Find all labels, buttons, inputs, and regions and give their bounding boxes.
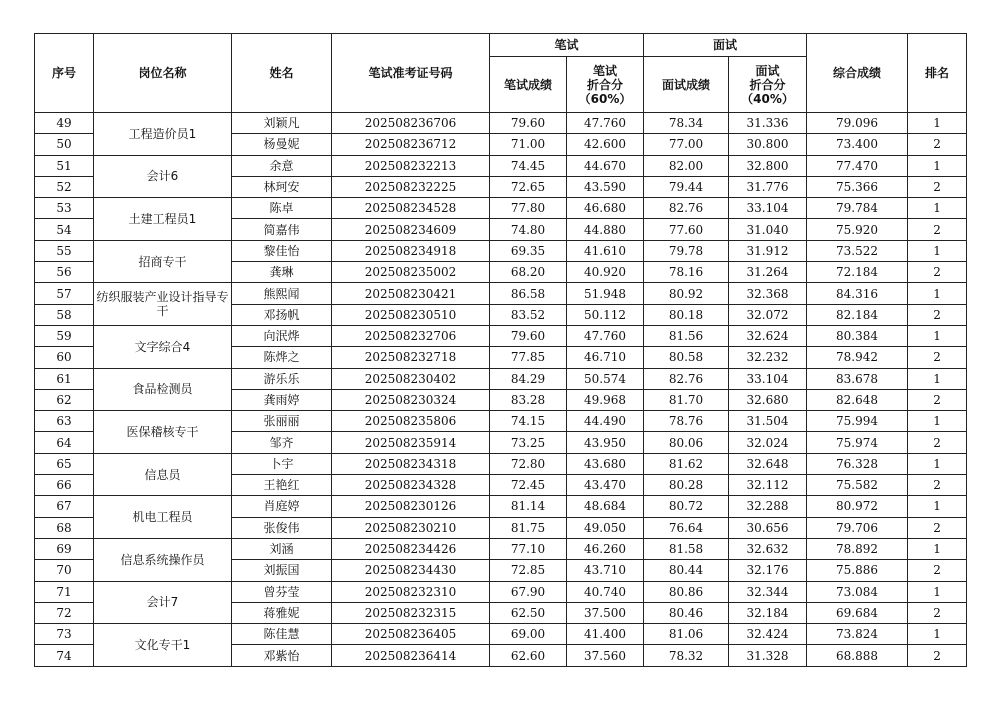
cell-name: 黎佳怡: [232, 240, 332, 261]
cell-rank: 1: [908, 411, 967, 432]
cell-interview-converted: 32.368: [729, 283, 807, 304]
cell-name: 林珂安: [232, 176, 332, 197]
score-table-body: [35, 113, 967, 667]
cell-rank: 2: [908, 560, 967, 581]
cell-interview-score: 81.56: [644, 325, 729, 346]
table-row: [35, 240, 967, 261]
cell-seq: 69: [35, 538, 94, 559]
cell-interview-converted: 33.104: [729, 198, 807, 219]
cell-total: 75.974: [807, 432, 908, 453]
cell-interview-score: 80.44: [644, 560, 729, 581]
cell-position: 文化专干1: [94, 624, 232, 667]
cell-name: 游乐乐: [232, 368, 332, 389]
cell-name: 余意: [232, 155, 332, 176]
cell-ticket: 202508230126: [332, 496, 490, 517]
score-table: [34, 33, 967, 667]
cell-interview-converted: 30.656: [729, 517, 807, 538]
cell-total: 78.942: [807, 347, 908, 368]
cell-ticket: 202508235914: [332, 432, 490, 453]
table-row: [35, 113, 967, 134]
cell-interview-converted: 32.648: [729, 453, 807, 474]
cell-written-score: 69.35: [490, 240, 567, 261]
cell-name: 蒋雅妮: [232, 602, 332, 623]
cell-rank: 2: [908, 475, 967, 496]
header-written-converted-line2: 折合分: [587, 77, 624, 92]
cell-interview-converted: 31.776: [729, 176, 807, 197]
header-written-converted-line3: （60%）: [578, 91, 632, 106]
cell-ticket: 202508230324: [332, 389, 490, 410]
cell-ticket: 202508232718: [332, 347, 490, 368]
cell-interview-score: 77.00: [644, 134, 729, 155]
header-interview-score: 面试成绩: [644, 57, 729, 113]
cell-written-converted: 43.950: [567, 432, 644, 453]
cell-written-score: 86.58: [490, 283, 567, 304]
cell-name: 简嘉伟: [232, 219, 332, 240]
cell-interview-score: 82.76: [644, 198, 729, 219]
cell-rank: 2: [908, 517, 967, 538]
cell-ticket: 202508232213: [332, 155, 490, 176]
cell-ticket: 202508236405: [332, 624, 490, 645]
cell-written-converted: 47.760: [567, 325, 644, 346]
cell-written-converted: 43.680: [567, 453, 644, 474]
cell-position: 工程造价员1: [94, 113, 232, 156]
cell-interview-converted: 32.344: [729, 581, 807, 602]
cell-seq: 74: [35, 645, 94, 666]
cell-interview-score: 77.60: [644, 219, 729, 240]
cell-interview-score: 80.18: [644, 304, 729, 325]
cell-total: 75.366: [807, 176, 908, 197]
cell-interview-score: 81.58: [644, 538, 729, 559]
cell-ticket: 202508236706: [332, 113, 490, 134]
cell-ticket: 202508230510: [332, 304, 490, 325]
cell-seq: 58: [35, 304, 94, 325]
cell-total: 75.886: [807, 560, 908, 581]
cell-ticket: 202508230421: [332, 283, 490, 304]
cell-ticket: 202508235806: [332, 411, 490, 432]
header-interview-converted-line3: （40%）: [741, 91, 794, 106]
cell-rank: 1: [908, 283, 967, 304]
cell-ticket: 202508230402: [332, 368, 490, 389]
cell-written-converted: 49.968: [567, 389, 644, 410]
cell-total: 68.888: [807, 645, 908, 666]
cell-rank: 2: [908, 134, 967, 155]
cell-interview-score: 80.46: [644, 602, 729, 623]
cell-interview-score: 78.76: [644, 411, 729, 432]
cell-interview-score: 81.06: [644, 624, 729, 645]
cell-rank: 1: [908, 538, 967, 559]
cell-name: 张俊伟: [232, 517, 332, 538]
cell-total: 75.920: [807, 219, 908, 240]
cell-interview-converted: 30.800: [729, 134, 807, 155]
cell-name: 邹齐: [232, 432, 332, 453]
cell-written-converted: 40.740: [567, 581, 644, 602]
cell-position: 会计7: [94, 581, 232, 624]
cell-seq: 70: [35, 560, 94, 581]
cell-written-score: 81.75: [490, 517, 567, 538]
cell-rank: 1: [908, 113, 967, 134]
cell-interview-converted: 31.264: [729, 262, 807, 283]
cell-ticket: 202508232310: [332, 581, 490, 602]
cell-name: 向泯烨: [232, 325, 332, 346]
cell-written-converted: 42.600: [567, 134, 644, 155]
cell-position: 纺织服装产业设计指导专干: [94, 283, 232, 326]
cell-written-converted: 44.670: [567, 155, 644, 176]
header-interview-converted-line2: 折合分: [749, 77, 786, 92]
cell-name: 张丽丽: [232, 411, 332, 432]
cell-interview-converted: 32.072: [729, 304, 807, 325]
table-row: [35, 624, 967, 645]
cell-interview-score: 80.28: [644, 475, 729, 496]
cell-seq: 73: [35, 624, 94, 645]
cell-interview-converted: 32.424: [729, 624, 807, 645]
cell-ticket: 202508232225: [332, 176, 490, 197]
cell-seq: 67: [35, 496, 94, 517]
cell-ticket: 202508234426: [332, 538, 490, 559]
cell-ticket: 202508232706: [332, 325, 490, 346]
cell-name: 曾芬莹: [232, 581, 332, 602]
cell-written-converted: 44.880: [567, 219, 644, 240]
cell-rank: 2: [908, 645, 967, 666]
cell-interview-score: 80.72: [644, 496, 729, 517]
table-row: [35, 155, 967, 176]
cell-interview-score: 81.62: [644, 453, 729, 474]
header-seq: 序号: [35, 34, 94, 113]
cell-seq: 65: [35, 453, 94, 474]
table-row: [35, 283, 967, 304]
cell-written-score: 72.45: [490, 475, 567, 496]
cell-position: 文字综合4: [94, 325, 232, 368]
cell-ticket: 202508236712: [332, 134, 490, 155]
cell-ticket: 202508235002: [332, 262, 490, 283]
cell-name: 陈烨之: [232, 347, 332, 368]
cell-written-converted: 43.470: [567, 475, 644, 496]
cell-rank: 2: [908, 176, 967, 197]
cell-rank: 2: [908, 304, 967, 325]
cell-seq: 52: [35, 176, 94, 197]
header-rank: 排名: [908, 34, 967, 113]
cell-position: 信息系统操作员: [94, 538, 232, 581]
cell-interview-converted: 32.232: [729, 347, 807, 368]
cell-seq: 59: [35, 325, 94, 346]
cell-written-score: 72.85: [490, 560, 567, 581]
cell-interview-score: 81.70: [644, 389, 729, 410]
cell-position: 食品检测员: [94, 368, 232, 411]
cell-written-score: 83.52: [490, 304, 567, 325]
cell-total: 77.470: [807, 155, 908, 176]
cell-total: 73.400: [807, 134, 908, 155]
cell-seq: 62: [35, 389, 94, 410]
header-written-converted: [567, 57, 644, 113]
cell-seq: 56: [35, 262, 94, 283]
cell-interview-converted: 32.112: [729, 475, 807, 496]
cell-seq: 68: [35, 517, 94, 538]
cell-rank: 2: [908, 389, 967, 410]
cell-total: 84.316: [807, 283, 908, 304]
cell-interview-converted: 32.632: [729, 538, 807, 559]
cell-interview-converted: 32.680: [729, 389, 807, 410]
cell-written-score: 77.10: [490, 538, 567, 559]
cell-interview-score: 80.06: [644, 432, 729, 453]
cell-ticket: 202508232315: [332, 602, 490, 623]
cell-written-score: 68.20: [490, 262, 567, 283]
cell-total: 78.892: [807, 538, 908, 559]
cell-total: 80.384: [807, 325, 908, 346]
cell-written-score: 79.60: [490, 325, 567, 346]
cell-written-score: 72.80: [490, 453, 567, 474]
header-written-group: 笔试: [490, 34, 644, 57]
cell-name: 刘颖凡: [232, 113, 332, 134]
cell-written-converted: 37.560: [567, 645, 644, 666]
cell-interview-converted: 32.024: [729, 432, 807, 453]
cell-interview-converted: 31.040: [729, 219, 807, 240]
cell-name: 杨曼妮: [232, 134, 332, 155]
cell-name: 刘涵: [232, 538, 332, 559]
cell-total: 79.706: [807, 517, 908, 538]
cell-seq: 72: [35, 602, 94, 623]
cell-position: 招商专干: [94, 240, 232, 283]
cell-interview-score: 80.92: [644, 283, 729, 304]
cell-written-score: 84.29: [490, 368, 567, 389]
cell-written-score: 67.90: [490, 581, 567, 602]
cell-interview-converted: 31.912: [729, 240, 807, 261]
cell-written-score: 74.15: [490, 411, 567, 432]
table-row: [35, 368, 967, 389]
table-row: [35, 538, 967, 559]
cell-rank: 2: [908, 602, 967, 623]
cell-name: 邓扬帆: [232, 304, 332, 325]
cell-total: 76.328: [807, 453, 908, 474]
cell-ticket: 202508230210: [332, 517, 490, 538]
cell-ticket: 202508234430: [332, 560, 490, 581]
cell-name: 邓紫怡: [232, 645, 332, 666]
cell-ticket: 202508234328: [332, 475, 490, 496]
cell-seq: 57: [35, 283, 94, 304]
cell-written-converted: 43.710: [567, 560, 644, 581]
cell-seq: 50: [35, 134, 94, 155]
cell-written-score: 77.85: [490, 347, 567, 368]
cell-total: 72.184: [807, 262, 908, 283]
cell-interview-score: 78.16: [644, 262, 729, 283]
cell-written-score: 74.45: [490, 155, 567, 176]
cell-name: 刘振国: [232, 560, 332, 581]
cell-total: 69.684: [807, 602, 908, 623]
cell-interview-converted: 32.184: [729, 602, 807, 623]
cell-seq: 49: [35, 113, 94, 134]
cell-ticket: 202508234918: [332, 240, 490, 261]
cell-interview-score: 79.44: [644, 176, 729, 197]
cell-interview-score: 78.34: [644, 113, 729, 134]
table-row: [35, 496, 967, 517]
cell-seq: 54: [35, 219, 94, 240]
cell-seq: 61: [35, 368, 94, 389]
cell-seq: 71: [35, 581, 94, 602]
cell-total: 82.184: [807, 304, 908, 325]
cell-interview-score: 79.78: [644, 240, 729, 261]
cell-rank: 1: [908, 496, 967, 517]
cell-interview-converted: 32.288: [729, 496, 807, 517]
cell-name: 陈卓: [232, 198, 332, 219]
cell-total: 79.096: [807, 113, 908, 134]
cell-seq: 63: [35, 411, 94, 432]
cell-written-converted: 37.500: [567, 602, 644, 623]
cell-interview-converted: 31.328: [729, 645, 807, 666]
cell-written-score: 62.50: [490, 602, 567, 623]
cell-rank: 1: [908, 581, 967, 602]
cell-interview-score: 76.64: [644, 517, 729, 538]
cell-name: 肖庭婷: [232, 496, 332, 517]
cell-rank: 1: [908, 624, 967, 645]
cell-total: 75.994: [807, 411, 908, 432]
cell-seq: 64: [35, 432, 94, 453]
cell-interview-converted: 32.624: [729, 325, 807, 346]
header-total: 综合成绩: [807, 34, 908, 113]
cell-rank: 1: [908, 368, 967, 389]
cell-rank: 2: [908, 432, 967, 453]
cell-interview-converted: 31.336: [729, 113, 807, 134]
cell-written-converted: 43.590: [567, 176, 644, 197]
cell-position: 会计6: [94, 155, 232, 198]
cell-total: 79.784: [807, 198, 908, 219]
cell-written-score: 77.80: [490, 198, 567, 219]
cell-written-converted: 40.920: [567, 262, 644, 283]
cell-total: 73.522: [807, 240, 908, 261]
cell-written-converted: 51.948: [567, 283, 644, 304]
table-row: [35, 411, 967, 432]
header-written-score: 笔试成绩: [490, 57, 567, 113]
cell-rank: 2: [908, 219, 967, 240]
cell-written-score: 69.00: [490, 624, 567, 645]
cell-seq: 51: [35, 155, 94, 176]
cell-written-converted: 41.610: [567, 240, 644, 261]
cell-written-converted: 46.260: [567, 538, 644, 559]
cell-name: 龚琳: [232, 262, 332, 283]
cell-written-converted: 48.684: [567, 496, 644, 517]
cell-position: 信息员: [94, 453, 232, 496]
cell-name: 王艳红: [232, 475, 332, 496]
header-position: 岗位名称: [94, 34, 232, 113]
cell-ticket: 202508234528: [332, 198, 490, 219]
cell-position: 机电工程员: [94, 496, 232, 539]
cell-interview-score: 78.32: [644, 645, 729, 666]
cell-written-score: 83.28: [490, 389, 567, 410]
cell-interview-converted: 33.104: [729, 368, 807, 389]
cell-total: 75.582: [807, 475, 908, 496]
header-interview-group: 面试: [644, 34, 807, 57]
cell-total: 83.678: [807, 368, 908, 389]
cell-written-converted: 50.112: [567, 304, 644, 325]
cell-written-score: 74.80: [490, 219, 567, 240]
cell-written-converted: 46.680: [567, 198, 644, 219]
header-written-converted-line1: 笔试: [593, 63, 618, 78]
header-interview-converted: [729, 57, 807, 113]
cell-rank: 1: [908, 453, 967, 474]
cell-position: 土建工程员1: [94, 198, 232, 241]
cell-rank: 1: [908, 198, 967, 219]
cell-written-converted: 46.710: [567, 347, 644, 368]
cell-written-score: 79.60: [490, 113, 567, 134]
cell-total: 82.648: [807, 389, 908, 410]
cell-written-converted: 49.050: [567, 517, 644, 538]
cell-interview-score: 80.86: [644, 581, 729, 602]
cell-total: 73.824: [807, 624, 908, 645]
cell-seq: 53: [35, 198, 94, 219]
cell-seq: 60: [35, 347, 94, 368]
cell-written-score: 73.25: [490, 432, 567, 453]
cell-name: 熊熙闻: [232, 283, 332, 304]
cell-written-converted: 50.574: [567, 368, 644, 389]
cell-written-converted: 47.760: [567, 113, 644, 134]
table-row: [35, 325, 967, 346]
cell-name: 陈佳慧: [232, 624, 332, 645]
header-ticket: 笔试准考证号码: [332, 34, 490, 113]
cell-interview-converted: 32.800: [729, 155, 807, 176]
cell-interview-score: 80.58: [644, 347, 729, 368]
header-name: 姓名: [232, 34, 332, 113]
cell-name: 龚雨婷: [232, 389, 332, 410]
cell-ticket: 202508236414: [332, 645, 490, 666]
cell-written-score: 81.14: [490, 496, 567, 517]
cell-total: 80.972: [807, 496, 908, 517]
cell-written-converted: 44.490: [567, 411, 644, 432]
cell-rank: 2: [908, 347, 967, 368]
cell-ticket: 202508234609: [332, 219, 490, 240]
cell-interview-score: 82.76: [644, 368, 729, 389]
cell-rank: 2: [908, 262, 967, 283]
header-interview-converted-line1: 面试: [755, 63, 780, 78]
cell-written-score: 62.60: [490, 645, 567, 666]
cell-ticket: 202508234318: [332, 453, 490, 474]
cell-name: 卜宇: [232, 453, 332, 474]
cell-interview-converted: 32.176: [729, 560, 807, 581]
cell-total: 73.084: [807, 581, 908, 602]
cell-rank: 1: [908, 325, 967, 346]
cell-rank: 1: [908, 240, 967, 261]
cell-interview-converted: 31.504: [729, 411, 807, 432]
cell-interview-score: 82.00: [644, 155, 729, 176]
table-row: [35, 198, 967, 219]
cell-rank: 1: [908, 155, 967, 176]
cell-written-converted: 41.400: [567, 624, 644, 645]
cell-seq: 55: [35, 240, 94, 261]
cell-written-score: 72.65: [490, 176, 567, 197]
cell-written-score: 71.00: [490, 134, 567, 155]
cell-position: 医保稽核专干: [94, 411, 232, 454]
cell-seq: 66: [35, 475, 94, 496]
table-row: [35, 581, 967, 602]
table-row: [35, 453, 967, 474]
